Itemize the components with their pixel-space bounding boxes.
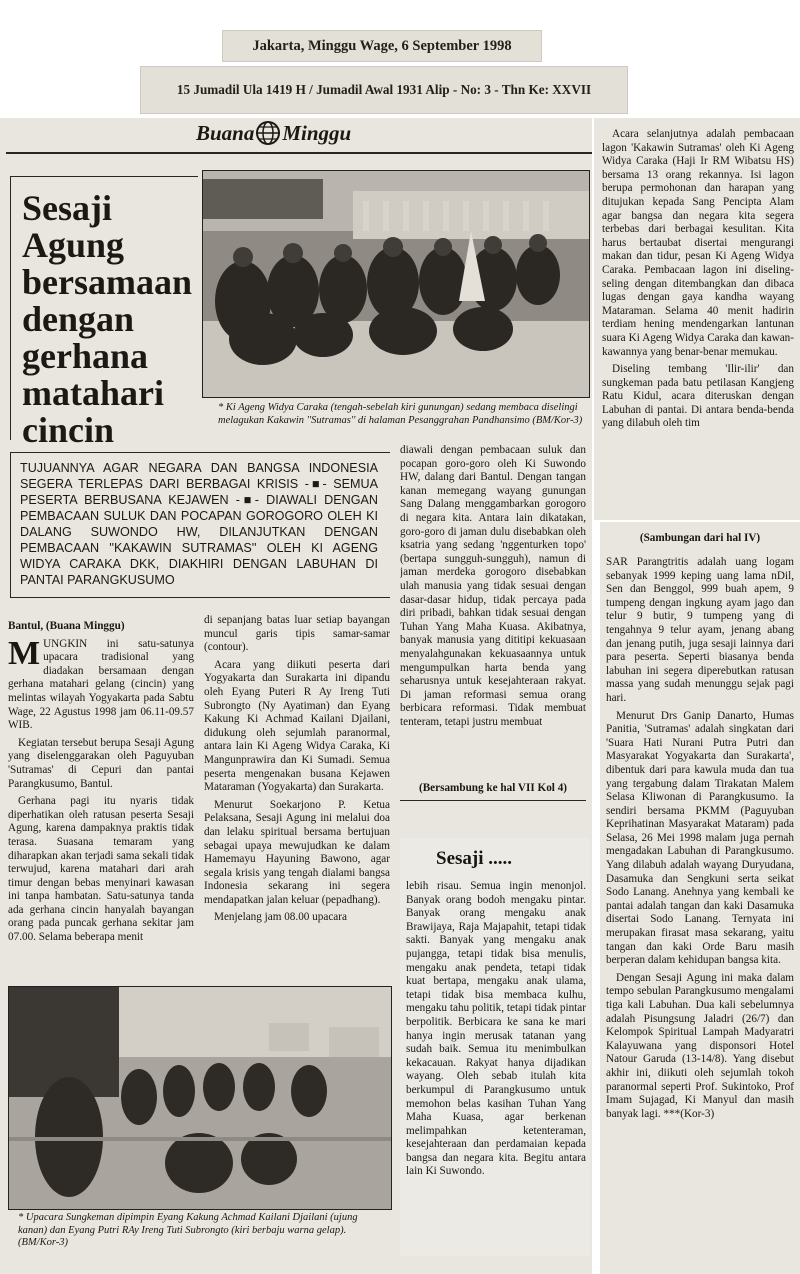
right-bottom-paragraph-2: Menurut Drs Ganip Danarto, Humas Panitia, 'Sutramas' adalah singkatan dari 'Suara Hati Nurani Putra Putri dan Masyarakat Yogyakarta dan Surakarta', dibentuk dari para kawula muda dan tua yang tergabung dalam Tirakatan Malem Selasa Kliwonan di Parangkusumo. Ia sendiri bersama PKMM (Paguyuban Keprihatinan Masyarakat Mataram) pada Selasa, 26 Mei 1998 malam juga pernah mengadakan Labuhan di Parangkusumo. Yang dilabuh adalah wayang Duryudana, Dasamuka dan Sengkuni serta seikat Sodo Lanang. Anehnya yang kembali ke pantai adalah tangan dan kaki Dasamuka disertai Sodo Lanang. Ternyata ini merupakan firasat masa sekarang, yaitu tangan dan kaki Orde Baru masih berperan dalam kehidupan bangsa kita.: [606, 709, 794, 967]
masthead: [196, 120, 396, 150]
c2-paragraph-2: Acara yang diikuti peserta dari Yogyakarta dan Surakarta ini dipandu oleh Eyang Puteri R Ay Ireng Tuti Subrongto (Ny Ayatiman) dan Eyang Kakung Ki Achmad Kailani Djailani, didukung oleh sejumlah paranormal, antara lain Ki Ageng Widya Caraka, Ki Mangunprawira dan Ki Sumadi. Semua peserta mengenakan busana Kejawen Mataraman (Yogyakarta) dan Surakarta.: [204, 658, 390, 794]
dateline: Bantul, (Buana Minggu): [8, 620, 125, 632]
hijri-strip: [140, 66, 628, 114]
photo-kakawin-reading: [202, 170, 590, 398]
c2-paragraph-4: Menjelang jam 08.00 upacara: [214, 911, 347, 924]
right-column-top: [602, 128, 794, 516]
date-line: Jakarta, Minggu Wage, 6 September 1998: [252, 38, 512, 54]
c2-paragraph-1: di sepanjang batas luar setiap bayangan muncul garis tipis samar-samar (contour).: [204, 614, 390, 654]
c3-paragraph-1: diawali dengan pembacaan suluk dan pocapan goro-goro oleh Ki Suwondo HW, dalang dari Bantul. Dengan tangan kanan memegang wayang gunungan Sang Dalang menggambarkan gorogoro di negara kita. Antara lain dikatakan, goro-goro di jaman dulu disebabkan oleh ksatria yang sedang 'nggenturken topo' (bertapa sungguh-sungguh), namun di jaman merdeka gorogoro disebabkan ulah manusia yang tidak sesuai dengan dasar-dasar hidup, tidak percaya pada diri pribadi, bahkan tidak sesuai dengan Tuhan Yang Maha Kuasa. Akibatnya, banyak manusia yang dititipi kekuasaan menyalahgunakan kekuasaannya untuk mengumpulkan harta benda yang seharusnya untuk kesejahteraan rakyat. Di jaman reformasi semua orang berbicara reformasi. Tidak membuat tenteram, tetapi justru membuat: [400, 444, 586, 728]
c1-paragraph-2: Kegiatan tersebut berupa Sesaji Agung yang diselenggarakan oleh Paguyuban 'Sutramas' di Cepuri dan pantai Parangkusumo, Bantul.: [8, 736, 194, 790]
continuation-heading: (Sambungan dari hal IV): [639, 532, 761, 544]
sesaji-heading: Sesaji .....: [436, 848, 512, 869]
right-top-paragraph-1: Acara selanjutnya adalah pembacaan lagon 'Kakawin Sutramas' oleh Ki Ageng Widya Caraka (Haji Ir RM Wibatsu HS) bersama 13 orang rekannya. Isi lagon berupa permohonan dan harapan yang ditujukan kepada Sang Pencipta Alam agar bangsa dan negara kita segera terbebas dari berbagai kesulitan. Kita harus bertaubat disertai mengurangi makan dan tidur, pesan Ki Ageng Widya Caraka. Pembacaan lagon ini diseling-seling dengan ditembangkan dan dibaca lugas dengan gaya kandha wayang Mataraman. Selama 40 menit hadirin terdiam hening mendengarkan lantunan suara Ki Ageng Widya Caraka dan kawan-kawannya yang benar-benar memukau.: [602, 128, 794, 358]
column-3: [400, 444, 586, 778]
article-title: Sesaji Agung bersamaan dengan gerhana matahari cincin: [22, 188, 192, 450]
right-bottom-paragraph-3: Dengan Sesaji Agung ini maka dalam tempo sebulan Parangkusumo mengalami tiga kali Labuhan. Dua kali sebelumnya adalah Pisungsung Jaladri (26/7) dan Kelompok Spiritual Lampah Madyaratri Kalayuwana yang disponsori Hotel Natour Garuda (13-14/8). Yang disebut akhir ini, diikuti oleh sejumlah tokoh paranormal seperti Prof. Sukintoko, Prof Imam Sujagad, Ki Manyul dan masih banyak lagi. ***(Kor-3): [606, 971, 794, 1120]
right-column-bottom: [606, 556, 794, 1266]
c1-paragraph-3: Gerhana pagi itu nyaris tidak diperhatikan oleh ratusan peserta Sesaji Agung, karena dampaknya praktis tidak terasa. Suasana temaram yang diharapkan akan terjadi sama sekali tidak terwujud, karena matahari dari arah timur dengan bebas menyinari kawasan ini tanpa hambatan. Satu-satunya tanda ada gerhana cincin hanyalah bayangan orang pada puncak gerhana sekitar jam 07.00. Selama beberapa menit: [8, 795, 194, 944]
c1-paragraph-1: MUNGKIN ini satu-satunya upacara tradisional yang diadakan bersamaan dengan gerhana matahari gelang (cincin) yang melintas wilayah Yogyakarta pada Sabtu Wage, 22 Agustus 1998 jam 06.11-09.57 WIB.: [8, 634, 194, 732]
right-bottom-paragraph-1: SAR Parangtritis adalah uang logam sebanyak 1999 keping uang lama nDil, Sen dan Benggol, 999 buah apem, 9 tumpeng dengan ingkung ayam jago dan telur 9 butir, 9 tumpeng yang di tengahnya 9 telur ayam, jenang abang dan jenang putih, juga sesaji lainnya dari para peserta. Seperti biasanya benda labuhan ini segera diperebutkan ratusan massa yang sudah menunggu sejak pagi hari.: [606, 556, 794, 704]
photo2-caption: * Upacara Sungkeman dipimpin Eyang Kakung Achmad Kailani Djailani (ujung kanan) dan Eyang Putri RAy Ireng Tuti Subrongto (kiri berbaju warna gelap). (BM/Kor-3): [18, 1212, 358, 1248]
c2-paragraph-3: Menurut Soekarjono P. Ketua Pelaksana, Sesaji Agung ini melalui doa dan lelaku spiritual bersama bertujuan sebagai upaya mewujudkan ke dalam Hamemayu Hayuning Bawono, agar segala krisis yang tengah dialami bangsa Indonesia sekarang ini segera mendapatkan jalan keluar (pepadhang).: [204, 798, 390, 906]
col3-end-rule: [400, 800, 586, 801]
masthead-rule: [6, 152, 592, 154]
globe-icon: [255, 120, 281, 152]
photo1-caption: * Ki Ageng Widya Caraka (tengah-sebelah kiri gunungan) sedang membaca diselingi melagukan Kakawin ''Sutramas'' di halaman Pesanggrahan Pandhansimo (BM/Kor-3): [218, 402, 583, 426]
photo-sungkeman: [8, 986, 392, 1210]
column-2: [204, 614, 390, 986]
column-1: [8, 620, 194, 984]
sesaji-body: lebih risau. Semua ingin menonjol. Banyak orang bodoh mengaku pintar. Banyak orang mengaku anak Brawijaya, Raja Majapahit, tetapi tidak sakti. Banyak yang mengaku anak pujangga, tetapi tidak bisa menulis, mengaku anak pendeta, tetapi tidak kuat bertapa, mengaku anak ulama, tetapi tidak bisa membaca kulhu, mengaku tahu politik, tetapi tidak pintar berpolitik. Berbicara ke sana ke mari hanya ingin merusak tatanan yang sudah baik. Semua itu menimbulkan kekacauan. Rakyat hanya dijadikan wayang. Oleh sebab itulah kita berkumpul di Parangkusumo untuk memohon belas kasihan Tuhan Yang Maha Kuasa, agar berkenan melimpahkan ketenteraman, kesejahteraan dan perdamaian kepada bangsa dan negara kita. Begitu antara lain Ki Suwondo.: [406, 880, 586, 1178]
continued-jump: (Bersambung ke hal VII Kol 4): [418, 782, 568, 794]
right-top-paragraph-2: Diseling tembang 'Ilir-ilir' dan sungkeman pada batu petilasan Kangjeng Ratu Kidul, acara diteruskan dengan Labuhan di pantai. Di antara benda-benda yang dilabuh oleh tim: [602, 363, 794, 430]
lead-text: TUJUANNYA AGAR NEGARA DAN BANGSA INDONESIA SEGERA TERLEPAS DARI BERBAGAI KRISIS -■- SEMUA PESERTA BERBUSANA KEJAWEN -■- DIAWALI DENGAN PEMBACAAN SULUK DAN POCAPAN GOROGORO OLEH KI DALANG SUWONDO HW, DILANJUTKAN DENGAN PEMBACAAN ''KAKAWIN SUTRAMAS'' OLEH KI AGENG WIDYA CARAKA DKK, DIAKHIRI DENGAN LABUHAN DI PANTAI PARANGKUSUMO: [20, 461, 378, 587]
masthead-right: Minggu: [282, 121, 352, 145]
date-strip: [222, 30, 542, 62]
hijri-line: 15 Jumadil Ula 1419 H / Jumadil Awal 1931 Alip - No: 3 - Thn Ke: XXVII: [176, 82, 592, 97]
masthead-left: Buana: [196, 121, 255, 145]
drop-cap: M: [8, 634, 41, 672]
